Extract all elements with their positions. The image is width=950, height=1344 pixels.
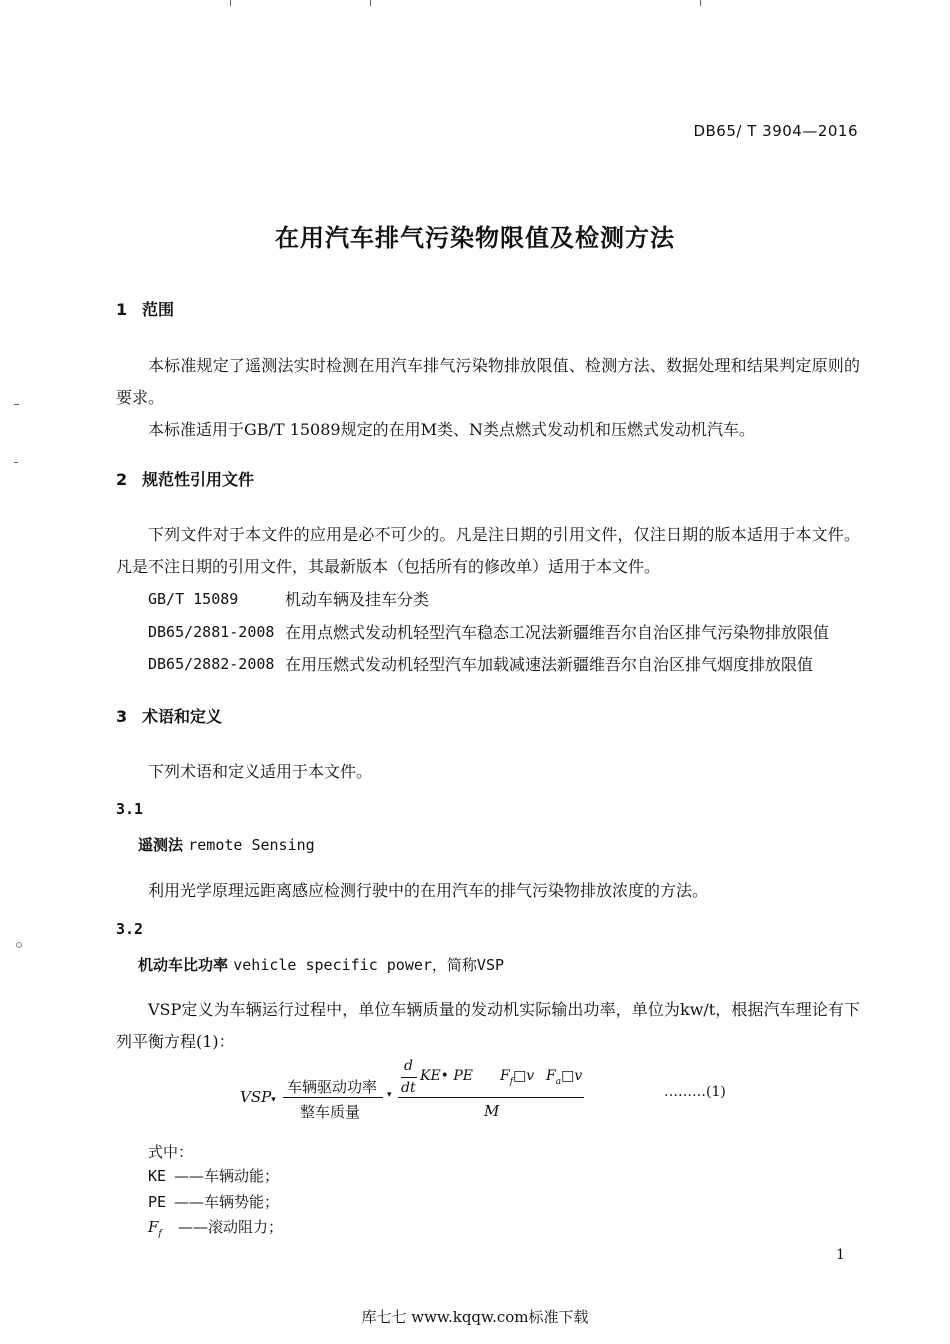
section-number: 2: [116, 470, 128, 489]
v-symbol: v: [526, 1068, 535, 1084]
term-definition: 利用光学原理远距离感应检测行驶中的在用汽车的排气污染物排放浓度的方法。: [148, 881, 709, 900]
fraction-1-denominator: 整车质量: [300, 1103, 361, 1121]
fa-subscript: a: [555, 1076, 562, 1087]
v-symbol: v: [574, 1068, 583, 1084]
reference-code: DB65/2882-2008: [148, 655, 275, 673]
symbol: PE: [148, 1193, 167, 1211]
scan-artifact: [230, 0, 231, 6]
symbol-letter: F: [148, 1218, 159, 1236]
section-2-paragraph-1: 下列文件对于本文件的应用是必不可少的。凡是注日期的引用文件，仅注日期的版本适用于本文件。凡是不注日期的引用文件，其最新版本（包括所有的修改单）适用于本文件。: [116, 525, 860, 576]
fraction-2-denominator: M: [484, 1102, 500, 1120]
section-number: 1: [116, 300, 128, 319]
formula-operator: ▾: [271, 1095, 276, 1105]
fa-symbol: F: [546, 1068, 556, 1084]
symbol-definition: [148, 1211, 283, 1250]
section-1-paragraph-2: 本标准适用于GB/T 15089规定的在用M类、N类点燃式发动机和压燃式发动机汽车。: [148, 420, 755, 439]
term-heading: [138, 834, 315, 855]
formula-dt: dt: [401, 1080, 416, 1096]
term-english: remote Sensing: [188, 836, 315, 854]
term-definition: VSP定义为车辆运行过程中，单位车辆质量的发动机实际输出功率，单位为kw/t，根据汽车理论有下列平衡方程(1)：: [116, 1000, 860, 1051]
term-chinese: 遥测法: [138, 836, 184, 854]
description: 车辆势能；: [204, 1193, 280, 1211]
section-3-heading: [116, 704, 222, 727]
reference-title: 在用点燃式发动机轻型汽车稳态工况法新疆维吾尔自治区排气污染物排放限值: [285, 623, 830, 642]
section-title: 术语和定义: [142, 707, 223, 726]
scan-artifact: [16, 942, 22, 948]
term-heading: [138, 954, 504, 975]
symbol-subscript: f: [158, 1229, 162, 1239]
dash: ——: [174, 1167, 204, 1185]
dash: ——: [178, 1218, 208, 1236]
scan-artifact: [700, 0, 701, 6]
fraction-1-numerator: 车辆驱动功率: [287, 1078, 378, 1096]
page-number: 1: [836, 1247, 845, 1263]
equation-label: ………(1): [664, 1084, 726, 1100]
section-1-paragraph-1: 本标准规定了遥测法实时检测在用汽车排气污染物排放限值、检测方法、数据处理和结果判定原则的要求。: [116, 356, 860, 407]
ff-symbol: F: [500, 1068, 510, 1084]
section-title: 范围: [142, 300, 175, 319]
formula-operator-2: ▾: [387, 1090, 392, 1100]
scan-artifact: [370, 0, 371, 6]
symbol: [148, 1211, 178, 1250]
scan-artifact: [14, 462, 18, 463]
section-2-heading: [116, 467, 254, 490]
scan-artifact: [14, 404, 19, 405]
section-number: 3: [116, 707, 128, 726]
formula-vsp: VSP: [240, 1088, 272, 1106]
description: 车辆动能；: [204, 1167, 280, 1185]
document-title: 在用汽车排气污染物限值及检测方法: [275, 224, 675, 252]
fraction-2-line: [398, 1097, 584, 1098]
derivative-line: [401, 1077, 417, 1078]
section-1-heading: [116, 297, 174, 320]
reference-code: DB65/2881-2008: [148, 623, 275, 641]
standard-code: DB65/ T 3904—2016: [693, 122, 858, 140]
description: 滚动阻力；: [208, 1218, 284, 1236]
formula-energy-terms: KE• PE: [420, 1068, 474, 1084]
reference-title: 机动车辆及挂车分类: [285, 590, 430, 609]
symbol: KE: [148, 1167, 167, 1185]
ff-subscript: f: [509, 1076, 514, 1087]
term-chinese: 机动车比功率: [138, 956, 229, 974]
term-english: vehicle specific power，简称VSP: [233, 956, 505, 974]
formula-lhs: [240, 1088, 276, 1106]
formula-rolling-term: $F_f□v$: [500, 1068, 535, 1087]
section-3-paragraph-1: 下列术语和定义适用于本文件。: [148, 762, 373, 781]
section-title: 规范性引用文件: [142, 470, 255, 489]
reference-title: 在用压燃式发动机轻型汽车加载减速法新疆维吾尔自治区排气烟度排放限值: [285, 655, 814, 674]
reference-code: GB/T 15089: [148, 590, 239, 608]
formula-d: d: [404, 1058, 413, 1074]
dash: ——: [174, 1193, 204, 1211]
clause-number: 3.2: [116, 920, 144, 938]
clause-number: 3.1: [116, 800, 144, 818]
where-intro: 式中：: [148, 1143, 194, 1161]
formula-air-term: $F_a□v$: [546, 1068, 583, 1087]
fraction-1-line: [283, 1097, 383, 1098]
footer-watermark: 库七七 www.kqqw.com标准下载: [361, 1308, 589, 1326]
